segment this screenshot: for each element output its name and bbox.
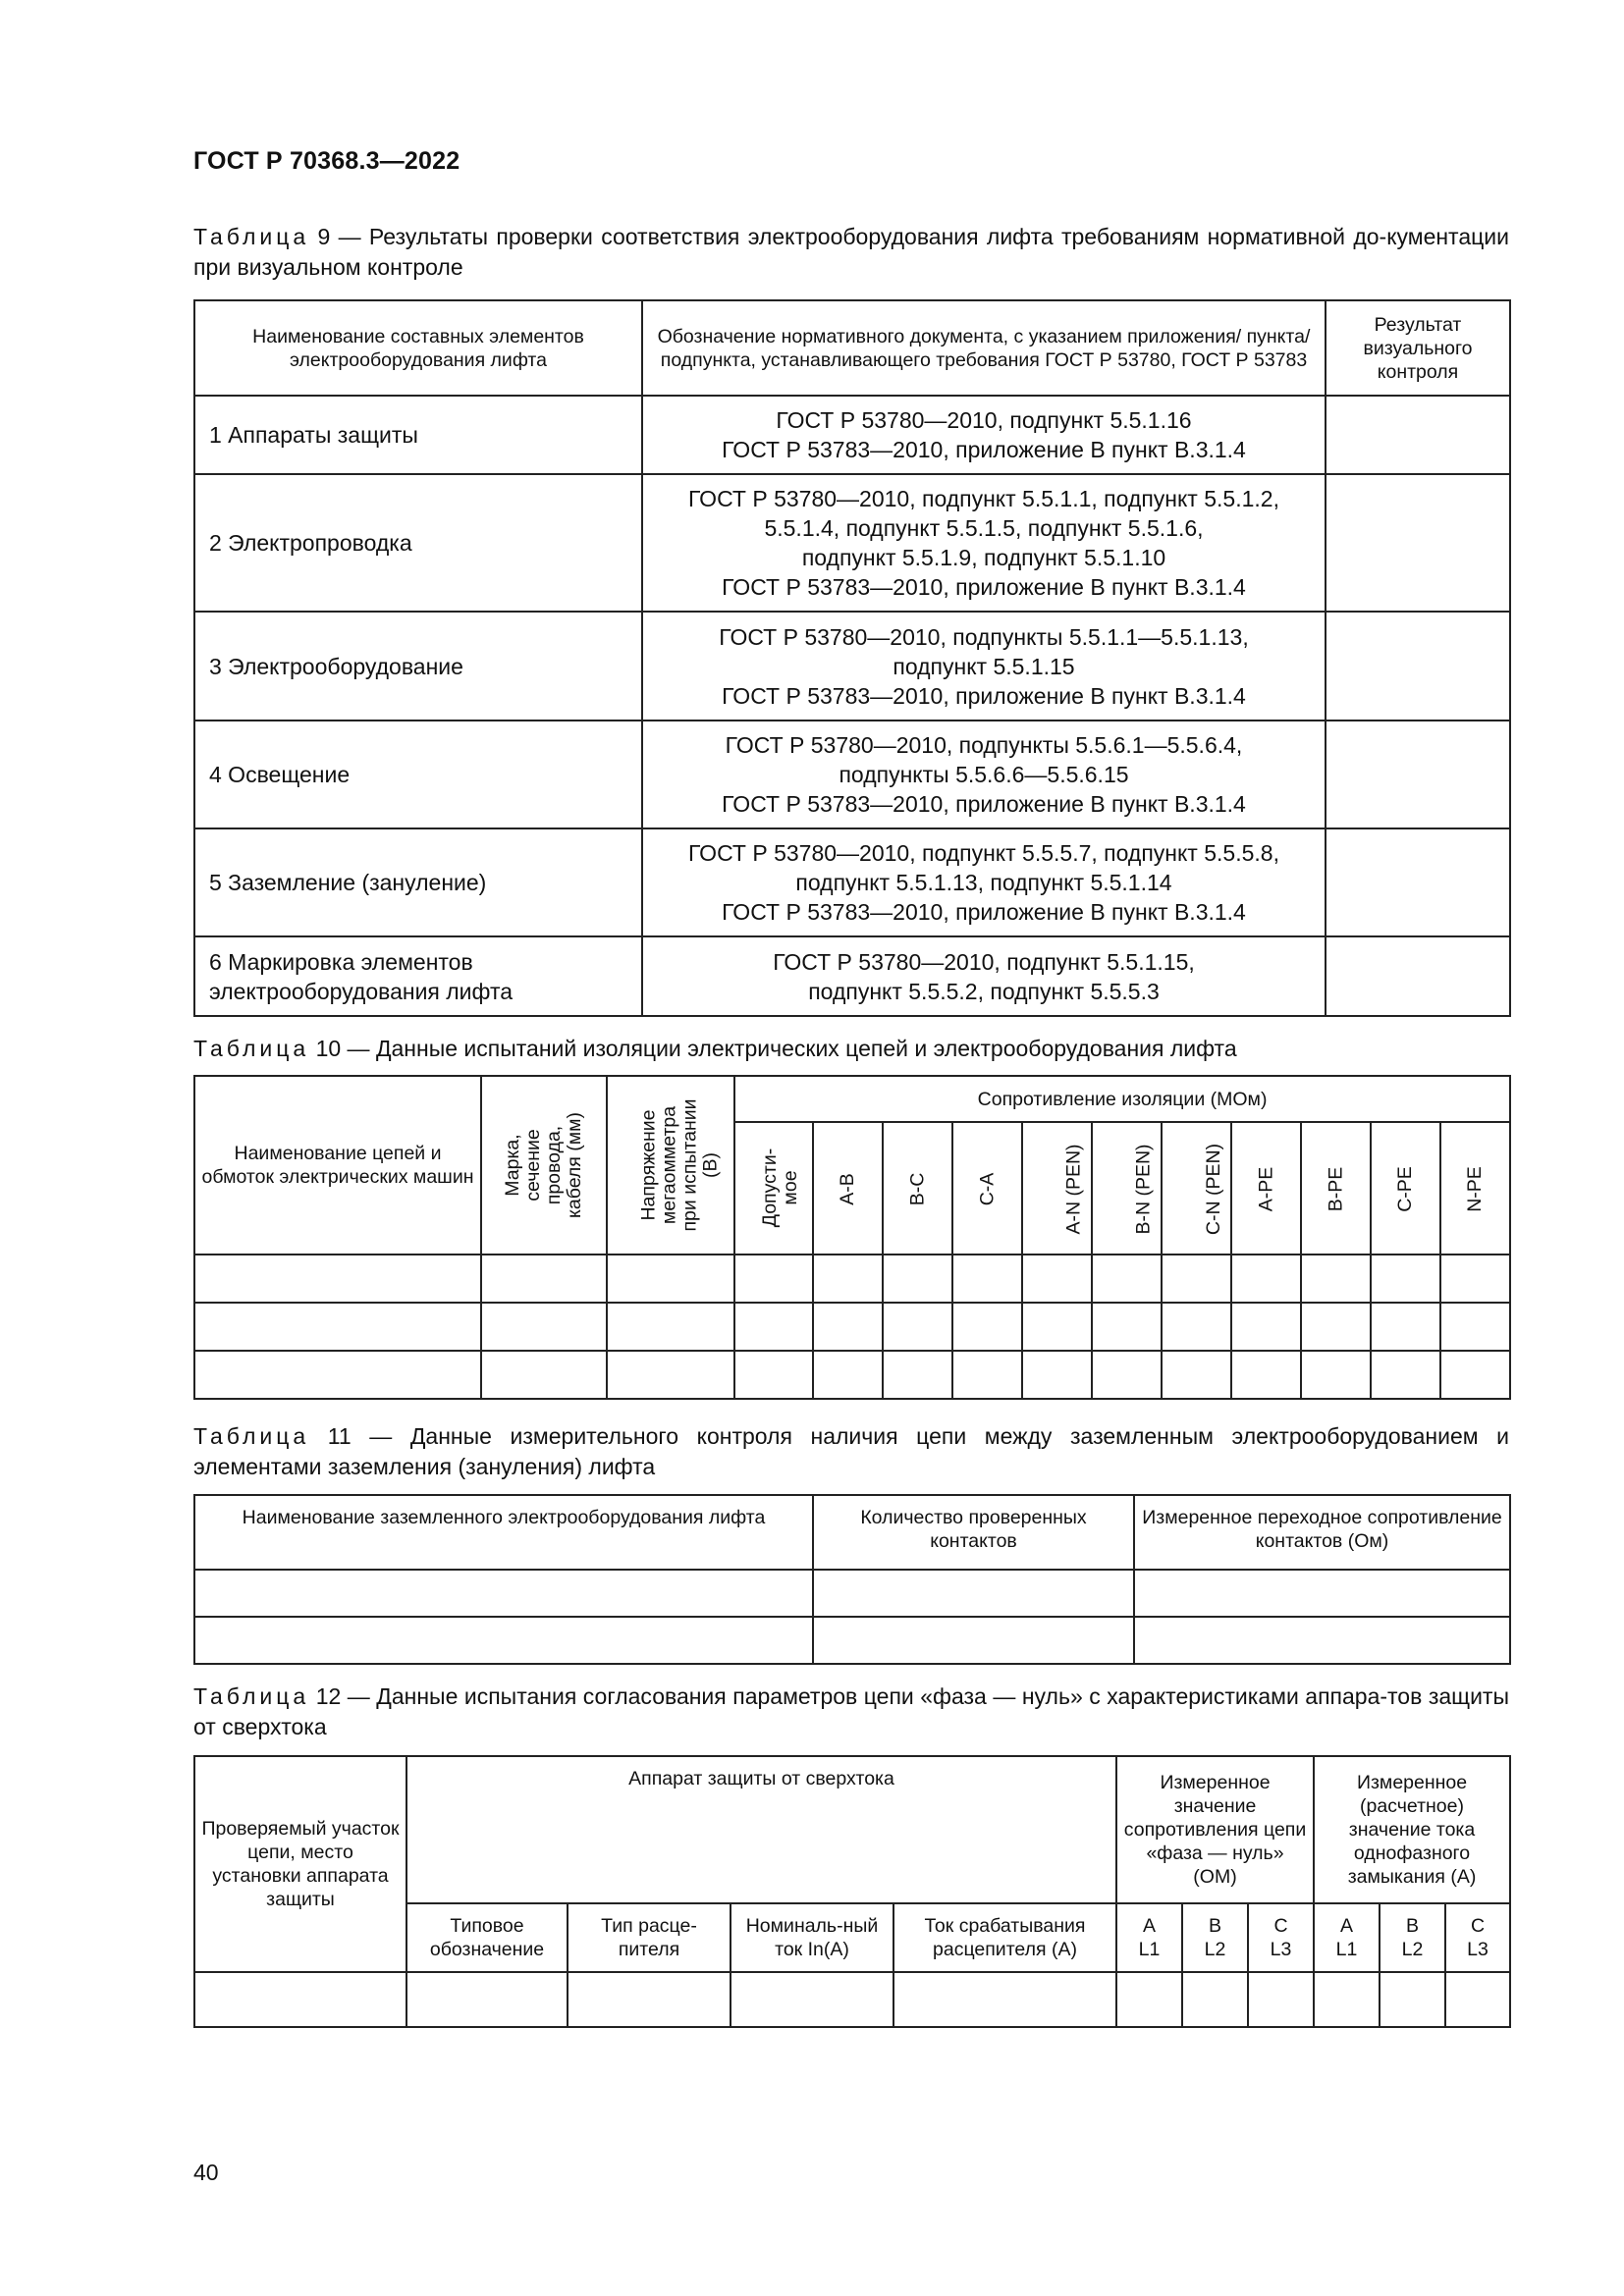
header-line: мегаомметра — [658, 1105, 680, 1224]
table12-header-r-l3 — [1248, 1903, 1314, 1972]
table9-row-name: 2 Электропроводка — [194, 474, 642, 612]
table11-header-resistance: Измеренное переходное сопротивление контактов (Ом) — [1134, 1495, 1510, 1570]
table9-row — [194, 612, 1510, 721]
table10-caption-text: 10 — Данные испытаний изоляции электрических цепей и электрооборудования лифта — [309, 1036, 1237, 1061]
header-line: L1 — [1335, 1939, 1358, 1960]
table9-row-doc — [642, 936, 1326, 1016]
table-cell[interactable] — [1445, 1972, 1510, 2027]
table12-header-r-l2 — [1182, 1903, 1248, 1972]
table-cell[interactable] — [1380, 1972, 1445, 2027]
table9 — [193, 299, 1511, 1017]
table-cell[interactable] — [1371, 1303, 1440, 1351]
table-cell[interactable] — [1092, 1351, 1162, 1399]
table-cell[interactable] — [194, 1617, 813, 1664]
table10-empty-row — [194, 1351, 1510, 1399]
table12-caption-label: Таблица — [193, 1683, 310, 1709]
header-line: B-PE — [1324, 1166, 1346, 1211]
table9-row-doc — [642, 474, 1326, 612]
doc-line: ГОСТ Р 53783—2010, приложение В пункт В.3.1.4 — [722, 791, 1246, 817]
table-cell[interactable] — [1371, 1255, 1440, 1303]
table-cell[interactable] — [813, 1303, 883, 1351]
table-cell[interactable] — [1022, 1351, 1092, 1399]
header-line: L2 — [1204, 1939, 1226, 1960]
table12-header-device: Аппарат защиты от сверхтока — [406, 1756, 1116, 1903]
header-line: кабеля (мм) — [563, 1111, 585, 1218]
header-line: Напряжение — [637, 1108, 660, 1221]
doc-line: ГОСТ Р 53780—2010, подпункты 5.5.1.1—5.5.1.13, — [719, 623, 1249, 650]
header-line: C-PE — [1394, 1165, 1416, 1212]
table-cell[interactable] — [481, 1351, 607, 1399]
doc-line: ГОСТ Р 53780—2010, подпункт 5.5.1.1, подпункт 5.5.1.2, — [688, 486, 1279, 511]
doc-line: ГОСТ Р 53783—2010, приложение В пункт В.3.1.4 — [722, 574, 1246, 600]
table-cell[interactable] — [194, 1972, 406, 2027]
table9-row — [194, 474, 1510, 612]
header-line: A-N (PEN) — [1062, 1143, 1085, 1235]
table-cell[interactable] — [1371, 1351, 1440, 1399]
table-cell[interactable] — [883, 1255, 952, 1303]
header-line: A — [1340, 1915, 1354, 1937]
table-cell[interactable] — [1162, 1351, 1231, 1399]
table11-caption-text: 11 — Данные измерительного контроля наличия цепи между заземленным электрооборудованием и элементами заземления (зануления) лифта — [193, 1423, 1509, 1479]
header-line: сечение — [521, 1128, 544, 1201]
table9-row-name: 6 Маркировка элементов электрооборудования лифта — [194, 936, 642, 1016]
header-line: при испытании — [678, 1097, 701, 1232]
table9-row-doc — [642, 396, 1326, 474]
table-cell[interactable] — [1440, 1255, 1510, 1303]
table10-header-cn — [1162, 1122, 1231, 1255]
table9-row-result[interactable] — [1326, 396, 1510, 474]
table-cell[interactable] — [1162, 1303, 1231, 1351]
table10-header-voltage — [607, 1076, 734, 1255]
table9-header-document: Обозначение нормативного документа, с указанием приложения/ пункта/подпункта, устанавливающего требования ГОСТ Р 53780, ГОСТ Р 53783 — [642, 300, 1326, 396]
doc-line: ГОСТ Р 53780—2010, подпункты 5.5.6.1—5.5.6.4, — [725, 732, 1243, 758]
header-line: мое — [780, 1170, 802, 1205]
table-cell[interactable] — [1301, 1303, 1371, 1351]
doc-line: подпункт 5.5.1.15 — [893, 653, 1075, 679]
header-line: C-A — [976, 1172, 998, 1205]
table-cell[interactable] — [1162, 1255, 1231, 1303]
table-cell[interactable] — [481, 1255, 607, 1303]
table9-row — [194, 936, 1510, 1016]
table12-header-release-type: Тип расце-пителя — [568, 1903, 731, 1972]
header-line: B — [1406, 1915, 1420, 1937]
document-header: ГОСТ Р 70368.3—2022 — [193, 147, 460, 175]
table11-empty-row — [194, 1570, 1510, 1617]
doc-line: ГОСТ Р 53783—2010, приложение В пункт В.3.1.4 — [722, 899, 1246, 925]
doc-line: подпункт 5.5.5.2, подпункт 5.5.5.3 — [808, 978, 1160, 1004]
header-line: (В) — [699, 1151, 722, 1178]
header-line: Допусти- — [759, 1148, 782, 1228]
header-line: A-B — [836, 1172, 858, 1205]
table-cell[interactable] — [952, 1255, 1022, 1303]
table9-row-name: 1 Аппараты защиты — [194, 396, 642, 474]
table-cell[interactable] — [893, 1972, 1116, 2027]
table10-empty-row — [194, 1303, 1510, 1351]
table-cell[interactable] — [952, 1351, 1022, 1399]
table10-header-voltage-text — [639, 1098, 722, 1231]
table9-row-result[interactable] — [1326, 828, 1510, 936]
table-cell[interactable] — [734, 1351, 813, 1399]
doc-line: подпункт 5.5.1.13, подпункт 5.5.1.14 — [795, 870, 1172, 895]
table10-header-bn — [1092, 1122, 1162, 1255]
table9-row-result[interactable] — [1326, 474, 1510, 612]
doc-line: ГОСТ Р 53783—2010, приложение В пункт В.3.1.4 — [722, 682, 1246, 709]
header-line: L1 — [1138, 1939, 1161, 1960]
table-cell[interactable] — [481, 1303, 607, 1351]
page-number: 40 — [193, 2160, 219, 2185]
header-line: C — [1273, 1915, 1288, 1937]
table-cell[interactable] — [1134, 1570, 1510, 1617]
table-cell[interactable] — [1440, 1351, 1510, 1399]
table10-header-an — [1022, 1122, 1092, 1255]
table10-header-cpe — [1371, 1122, 1440, 1255]
table-cell[interactable] — [1022, 1303, 1092, 1351]
header-line: Марка, — [501, 1133, 523, 1197]
table-cell[interactable] — [883, 1303, 952, 1351]
doc-line: подпункт 5.5.1.9, подпункт 5.5.1.10 — [801, 545, 1166, 570]
table-cell[interactable] — [568, 1972, 731, 2027]
table12-header-trip-current: Ток срабатывания расцепителя (А) — [893, 1903, 1116, 1972]
table9-row — [194, 396, 1510, 474]
header-line: L3 — [1467, 1939, 1489, 1960]
table9-row-name: 3 Электрооборудование — [194, 612, 642, 721]
table12-header-type: Типовое обозначение — [406, 1903, 568, 1972]
table12-header-rated-current: Номиналь-ный ток In(A) — [731, 1903, 893, 1972]
table12-header-i-l1 — [1314, 1903, 1380, 1972]
table-cell[interactable] — [607, 1303, 734, 1351]
table10-header-bc — [883, 1122, 952, 1255]
table-cell[interactable] — [1092, 1303, 1162, 1351]
table12-header-current: Измеренное (расчетное) значение тока однофазного замыкания (А) — [1314, 1756, 1510, 1903]
table-cell[interactable] — [1301, 1351, 1371, 1399]
table-cell[interactable] — [813, 1570, 1134, 1617]
table10-empty-row — [194, 1255, 1510, 1303]
header-line: B — [1208, 1915, 1221, 1937]
doc-line: ГОСТ Р 53780—2010, подпункт 5.5.1.15, — [773, 948, 1195, 975]
table-cell[interactable] — [1134, 1617, 1510, 1664]
table12-header-i-l3 — [1445, 1903, 1510, 1972]
header-line: B-C — [906, 1172, 928, 1205]
table10-header-npe — [1440, 1122, 1510, 1255]
table10-header-name: Наименование цепей и обмоток электрических машин — [194, 1076, 481, 1255]
table-cell[interactable] — [1182, 1972, 1248, 2027]
table12-header-resistance: Измеренное значение сопротивления цепи «фаза — нуль» (ОМ) — [1116, 1756, 1314, 1903]
table-cell[interactable] — [194, 1570, 813, 1617]
table10-header-mark-text — [503, 1111, 585, 1217]
table12 — [193, 1755, 1511, 2028]
table10-header-mark — [481, 1076, 607, 1255]
table-cell[interactable] — [1022, 1255, 1092, 1303]
table11-empty-row — [194, 1617, 1510, 1664]
header-line: C-N (PEN) — [1203, 1143, 1225, 1235]
table-cell[interactable] — [731, 1972, 893, 2027]
table-cell[interactable] — [1092, 1255, 1162, 1303]
table9-row-name: 4 Освещение — [194, 721, 642, 828]
table9-caption-label: Таблица — [193, 224, 310, 249]
header-line: B-N (PEN) — [1132, 1143, 1155, 1235]
table-cell[interactable] — [813, 1351, 883, 1399]
table-cell[interactable] — [406, 1972, 568, 2027]
table-cell[interactable] — [607, 1351, 734, 1399]
table11-header-contacts: Количество проверенных контактов — [813, 1495, 1134, 1570]
doc-line: ГОСТ Р 53780—2010, подпункт 5.5.5.7, подпункт 5.5.5.8, — [688, 840, 1279, 866]
table9-row-result[interactable] — [1326, 612, 1510, 721]
doc-line: 5.5.1.4, подпункт 5.5.1.5, подпункт 5.5.1.6, — [764, 515, 1204, 541]
header-line: C — [1470, 1915, 1486, 1937]
table-cell[interactable] — [1248, 1972, 1314, 2027]
doc-line: подпункты 5.5.6.6—5.5.6.15 — [839, 762, 1129, 787]
table10-header-resistance: Сопротивление изоляции (МОм) — [734, 1076, 1510, 1122]
table10-caption — [193, 1034, 1509, 1064]
header-line: L3 — [1270, 1939, 1292, 1960]
table-cell[interactable] — [607, 1255, 734, 1303]
table10 — [193, 1075, 1511, 1400]
table9-header-result: Результат визуального контроля — [1326, 300, 1510, 396]
table12-header-i-l2 — [1380, 1903, 1445, 1972]
header-line: A — [1142, 1915, 1156, 1937]
table-cell[interactable] — [1116, 1972, 1182, 2027]
doc-line: ГОСТ Р 53783—2010, приложение В пункт В.3.1.4 — [722, 437, 1246, 462]
table9-row-doc — [642, 612, 1326, 721]
table10-header-ca — [952, 1122, 1022, 1255]
table9-caption-text: 9 — Результаты проверки соответствия электрооборудования лифта требованиям нормативной до-кументации при визуальном контроле — [193, 224, 1509, 280]
table-cell[interactable] — [813, 1255, 883, 1303]
table9-row-doc — [642, 721, 1326, 828]
table12-empty-row — [194, 1972, 1510, 2027]
table9-row-result[interactable] — [1326, 936, 1510, 1016]
header-line: N-PE — [1464, 1165, 1487, 1212]
table12-header-section: Проверяемый участок цепи, место установки аппарата защиты — [194, 1756, 406, 1972]
table-cell[interactable] — [194, 1303, 481, 1351]
table11 — [193, 1494, 1511, 1665]
table-cell[interactable] — [1314, 1972, 1380, 2027]
table12-caption-text: 12 — Данные испытания согласования параметров цепи «фаза — нуль» с характеристиками аппара-тов защиты от сверхтока — [193, 1683, 1509, 1739]
table10-header-allowed — [734, 1122, 813, 1255]
table-cell[interactable] — [813, 1617, 1134, 1664]
table9-caption — [193, 222, 1509, 283]
header-line: A-PE — [1254, 1166, 1276, 1211]
table12-header-r-l1 — [1116, 1903, 1182, 1972]
table-cell[interactable] — [1231, 1351, 1301, 1399]
table-cell[interactable] — [1301, 1255, 1371, 1303]
table9-row — [194, 828, 1510, 936]
table9-row-result[interactable] — [1326, 721, 1510, 828]
table11-caption-label: Таблица — [193, 1423, 310, 1449]
header-line: провода, — [542, 1125, 565, 1204]
table9-row — [194, 721, 1510, 828]
header-line: L2 — [1401, 1939, 1424, 1960]
table-cell[interactable] — [883, 1351, 952, 1399]
table10-header-ape — [1231, 1122, 1301, 1255]
table-cell[interactable] — [194, 1351, 481, 1399]
table11-header-equipment: Наименование заземленного электрооборудования лифта — [194, 1495, 813, 1570]
table-cell[interactable] — [1231, 1303, 1301, 1351]
table9-header-element: Наименование составных элементов электрооборудования лифта — [194, 300, 642, 396]
doc-line: ГОСТ Р 53780—2010, подпункт 5.5.1.16 — [776, 407, 1192, 433]
table-cell[interactable] — [194, 1255, 481, 1303]
table10-header-ab — [813, 1122, 883, 1255]
table9-row-name: 5 Заземление (зануление) — [194, 828, 642, 936]
table10-header-bpe — [1301, 1122, 1371, 1255]
table-cell[interactable] — [734, 1303, 813, 1351]
table-cell[interactable] — [1231, 1255, 1301, 1303]
table-cell[interactable] — [1440, 1303, 1510, 1351]
table9-row-doc — [642, 828, 1326, 936]
table-cell[interactable] — [952, 1303, 1022, 1351]
table12-caption — [193, 1682, 1509, 1742]
table11-caption — [193, 1421, 1509, 1482]
table10-caption-label: Таблица — [193, 1036, 310, 1061]
table-cell[interactable] — [734, 1255, 813, 1303]
